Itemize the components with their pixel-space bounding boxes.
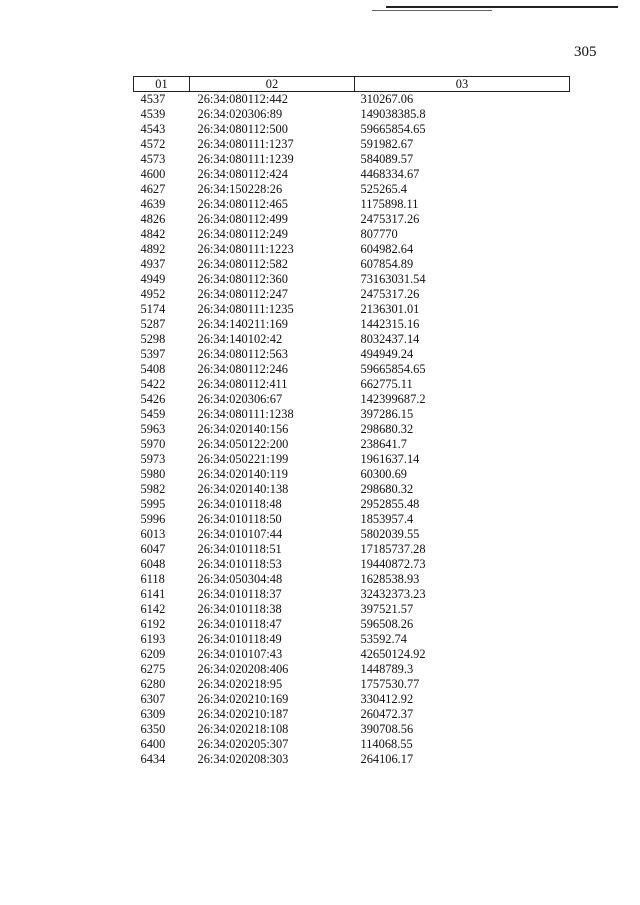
cadastral-number-cell: 26:34:020140:119 [197,467,288,481]
value-cell: 73163031.54 [360,272,426,286]
page-number: 305 [574,44,597,60]
cadastral-number-cell: 26:34:080111:1235 [197,302,294,316]
value-cell: 149038385.8 [360,107,426,121]
cadastral-number-cell: 26:34:010118:48 [197,497,282,511]
row-number-cell: 4826 [140,212,166,226]
table-row [134,692,570,707]
column-header-01: 01 [134,77,190,92]
value-cell: 114068.55 [360,737,413,751]
value-cell: 264106.17 [360,752,414,766]
row-number-cell: 4937 [140,257,166,271]
cadastral-number-cell: 26:34:080112:247 [197,287,288,301]
table-row [134,422,570,437]
value-cell: 1448789.3 [360,662,414,676]
table-row [134,317,570,332]
cadastral-number-cell: 26:34:010118:51 [197,542,282,556]
table-row [134,632,570,647]
row-number-cell: 6400 [140,737,166,751]
table-body [134,92,570,768]
table-row [134,242,570,257]
row-number-cell: 6047 [140,542,166,556]
table-row [134,602,570,617]
value-cell: 59665854.65 [360,122,426,136]
row-number-cell: 6275 [140,662,166,676]
value-cell: 525265.4 [360,182,407,196]
table-row [134,707,570,722]
row-number-cell: 4842 [140,227,166,241]
table-row [134,287,570,302]
table-row [134,527,570,542]
value-cell: 310267.06 [360,92,414,106]
cadastral-number-cell: 26:34:020140:138 [197,482,289,496]
value-cell: 60300.69 [360,467,407,481]
row-number-cell: 5174 [140,302,166,316]
header-rule-thin [372,10,492,11]
row-number-cell: 6141 [140,587,166,601]
row-number-cell: 4539 [140,107,166,121]
cadastral-number-cell: 26:34:020218:108 [197,722,289,736]
table-row [134,482,570,497]
row-number-cell: 4600 [140,167,166,181]
table-row [134,227,570,242]
value-cell: 17185737.28 [360,542,426,556]
value-cell: 494949.24 [360,347,414,361]
row-number-cell: 5298 [140,332,166,346]
cadastral-number-cell: 26:34:080112:411 [197,377,288,391]
cadastral-number-cell: 26:34:150228:26 [197,182,283,196]
table-row [134,257,570,272]
value-cell: 1961637.14 [360,452,420,466]
cadastral-number-cell: 26:34:010107:44 [197,527,283,541]
row-number-cell: 5995 [140,497,166,511]
value-cell: 2136301.01 [360,302,420,316]
row-number-cell: 6434 [140,752,166,766]
row-number-cell: 6209 [140,647,166,661]
table-row [134,542,570,557]
table-row [134,182,570,197]
value-cell: 397286.15 [360,407,414,421]
row-number-cell: 5970 [140,437,166,451]
value-cell: 596508.26 [360,617,414,631]
table-row [134,452,570,467]
row-number-cell: 5963 [140,422,166,436]
cadastral-number-cell: 26:34:020208:303 [197,752,289,766]
cadastral-number-cell: 26:34:080112:424 [197,167,288,181]
cadastral-number-cell: 26:34:020140:156 [197,422,289,436]
cadastral-number-cell: 26:34:080112:499 [197,212,288,226]
table-header-row [134,77,570,92]
table-row [134,152,570,167]
table-row [134,497,570,512]
cadastral-number-cell: 26:34:080112:249 [197,227,288,241]
cadastral-number-cell: 26:34:010118:53 [197,557,282,571]
table-row [134,662,570,677]
value-cell: 42650124.92 [360,647,426,661]
value-cell: 53592.74 [360,632,407,646]
table-row [134,677,570,692]
value-cell: 1757530.77 [360,677,420,691]
row-number-cell: 4573 [140,152,166,166]
value-cell: 584089.57 [360,152,414,166]
table-row [134,347,570,362]
row-number-cell: 4949 [140,272,166,286]
value-cell: 59665854.65 [360,362,426,376]
row-number-cell: 4537 [140,92,166,106]
header-rule [386,6,618,8]
row-number-cell: 4543 [140,122,166,136]
column-header-03: 03 [355,77,570,92]
table-row [134,392,570,407]
row-number-cell: 5996 [140,512,166,526]
table-row [134,107,570,122]
cadastral-number-cell: 26:34:050304:48 [197,572,283,586]
value-cell: 662775.11 [360,377,413,391]
row-number-cell: 5408 [140,362,166,376]
row-number-cell: 6192 [140,617,166,631]
cadastral-number-cell: 26:34:080112:360 [197,272,288,286]
row-number-cell: 6350 [140,722,166,736]
row-number-cell: 5422 [140,377,166,391]
cadastral-number-cell: 26:34:010118:37 [197,587,282,601]
cadastral-number-cell: 26:34:010118:38 [197,602,282,616]
value-cell: 5802039.55 [360,527,420,541]
value-cell: 1175898.11 [360,197,419,211]
row-number-cell: 5982 [140,482,166,496]
cadastral-number-cell: 26:34:080112:563 [197,347,288,361]
cadastral-number-cell: 26:34:080111:1239 [197,152,294,166]
row-number-cell: 5426 [140,392,166,406]
row-number-cell: 6309 [140,707,166,721]
cadastral-number-cell: 26:34:020306:89 [197,107,283,121]
value-cell: 298680.32 [360,482,414,496]
value-cell: 330412.92 [360,692,414,706]
value-cell: 1628538.93 [360,572,420,586]
column-header-02: 02 [190,77,355,92]
cadastral-number-cell: 26:34:020306:67 [197,392,283,406]
row-number-cell: 4572 [140,137,166,151]
cadastral-number-cell: 26:34:080112:442 [197,92,288,106]
value-cell: 32432373.23 [360,587,426,601]
data-table-container [133,76,569,767]
table-row [134,467,570,482]
table-row [134,557,570,572]
cadastral-number-cell: 26:34:080112:500 [197,122,288,136]
row-number-cell: 5973 [140,452,166,466]
value-cell: 390708.56 [360,722,414,736]
table-row [134,332,570,347]
cadastral-number-cell: 26:34:080112:246 [197,362,288,376]
value-cell: 142399687.2 [360,392,426,406]
table-row [134,167,570,182]
row-number-cell: 5287 [140,317,166,331]
cadastral-number-cell: 26:34:020218:95 [197,677,283,691]
table-row [134,302,570,317]
table-row [134,122,570,137]
value-cell: 397521.57 [360,602,414,616]
cadastral-number-cell: 26:34:080112:465 [197,197,288,211]
cadastral-number-cell: 26:34:050221:199 [197,452,289,466]
value-cell: 607854.89 [360,257,414,271]
row-number-cell: 4639 [140,197,166,211]
table-row [134,752,570,767]
value-cell: 298680.32 [360,422,414,436]
row-number-cell: 6013 [140,527,166,541]
value-cell: 2475317.26 [360,287,420,301]
table-row [134,137,570,152]
value-cell: 238641.7 [360,437,407,451]
value-cell: 260472.37 [360,707,414,721]
table-row [134,647,570,662]
cadastral-number-cell: 26:34:020205:307 [197,737,289,751]
value-cell: 1442315.16 [360,317,420,331]
row-number-cell: 4627 [140,182,166,196]
row-number-cell: 6307 [140,692,166,706]
cadastral-number-cell: 26:34:010107:43 [197,647,283,661]
cadastral-number-cell: 26:34:140102:42 [197,332,283,346]
row-number-cell: 4952 [140,287,166,301]
value-cell: 8032437.14 [360,332,420,346]
row-number-cell: 6193 [140,632,166,646]
value-cell: 2952855.48 [360,497,420,511]
cadastral-number-cell: 26:34:080111:1237 [197,137,294,151]
value-cell: 807770 [360,227,398,241]
row-number-cell: 6142 [140,602,166,616]
cadastral-number-cell: 26:34:080112:582 [197,257,288,271]
cadastral-number-cell: 26:34:020208:406 [197,662,289,676]
cadastral-number-cell: 26:34:050122:200 [197,437,289,451]
value-cell: 2475317.26 [360,212,420,226]
value-cell: 4468334.67 [360,167,420,181]
row-number-cell: 5980 [140,467,166,481]
cadastral-number-cell: 26:34:020210:187 [197,707,289,721]
table-row [134,617,570,632]
cadastral-number-cell: 26:34:080111:1223 [197,242,294,256]
value-cell: 591982.67 [360,137,414,151]
table-row [134,722,570,737]
cadastral-number-cell: 26:34:140211:169 [197,317,288,331]
row-number-cell: 4892 [140,242,166,256]
cadastral-number-cell: 26:34:010118:50 [197,512,282,526]
table-row [134,362,570,377]
row-number-cell: 6280 [140,677,166,691]
value-cell: 604982.64 [360,242,414,256]
row-number-cell: 5459 [140,407,166,421]
table-row [134,407,570,422]
table-row [134,587,570,602]
cadastral-number-cell: 26:34:080111:1238 [197,407,294,421]
table-row [134,437,570,452]
table-row [134,737,570,752]
table-row [134,377,570,392]
cadastral-number-cell: 26:34:010118:49 [197,632,282,646]
row-number-cell: 6048 [140,557,166,571]
value-cell: 19440872.73 [360,557,426,571]
row-number-cell: 5397 [140,347,166,361]
row-number-cell: 6118 [140,572,165,586]
value-cell: 1853957.4 [360,512,414,526]
data-table [133,76,570,767]
table-row [134,272,570,287]
table-row [134,92,570,108]
table-row [134,512,570,527]
table-row [134,212,570,227]
cadastral-number-cell: 26:34:010118:47 [197,617,282,631]
cadastral-number-cell: 26:34:020210:169 [197,692,289,706]
table-row [134,572,570,587]
table-row [134,197,570,212]
